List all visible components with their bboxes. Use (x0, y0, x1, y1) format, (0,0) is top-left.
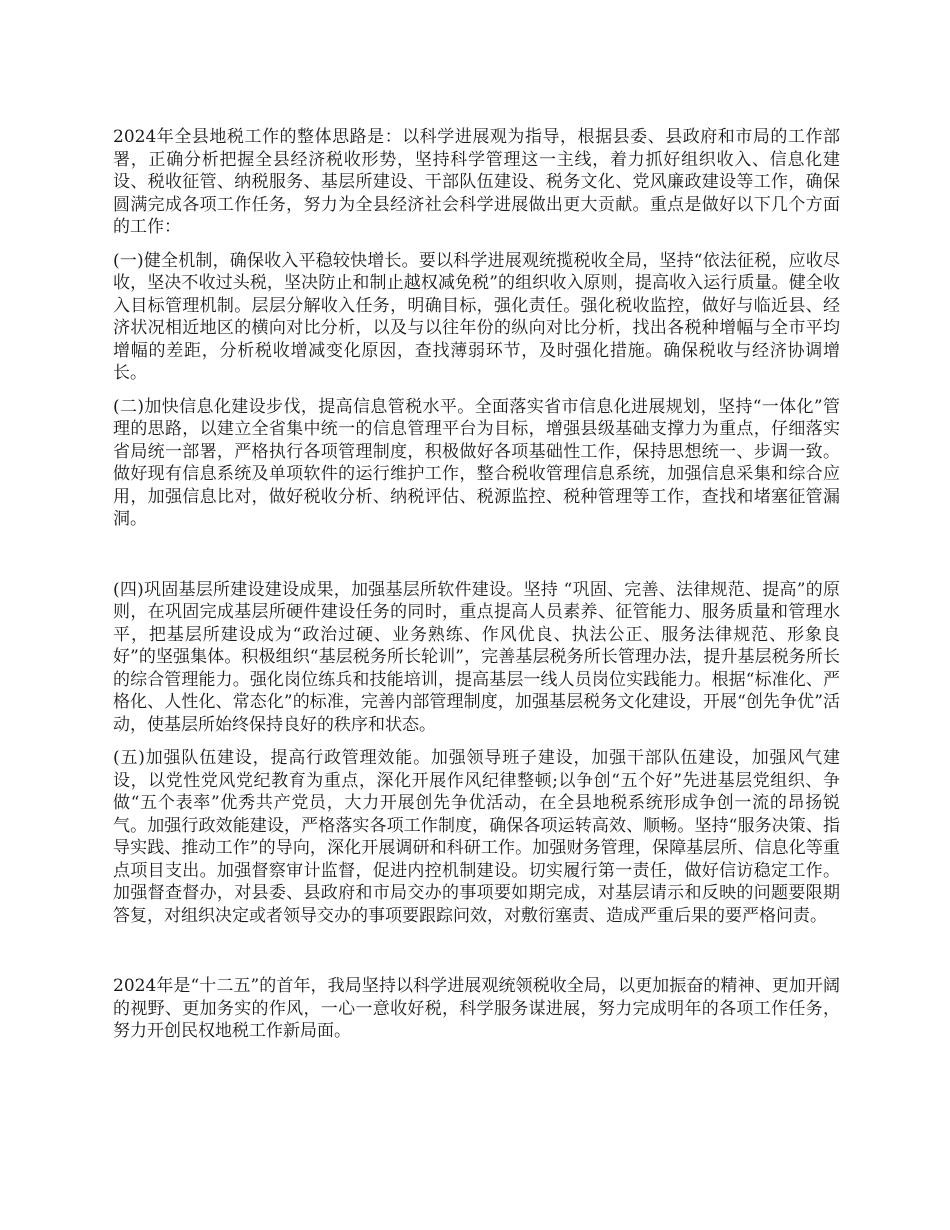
section-five-paragraph: (五)加强队伍建设，提高行政管理效能。加强领导班子建设，加强干部队伍建设，加强风气建设，以党性党风党纪教育为重点，深化开展作风纪律整顿;以争创“五个好”先进基层党组织、争做“五个表率”优秀共产党员，大力开展创先争优活动，在全县地税系统形成争创一流的昂扬锐气。加强行政效能建设，严格落实各项工作制度，确保各项运转高效、顺畅。坚持“服务决策、指导实践、推动工作”的导向，深化开展调研和科研工作。加强财务管理，保障基层所、信息化等重点项目支出。加强督察审计监督，促进内控机制建设。切实履行第一责任，做好信访稳定工作。加强督查督办，对县委、县政府和市局交办的事项要如期完成，对基层请示和反映的问题要限期答复，对组织决定或者领导交办的事项要跟踪问效，对敷衍塞责、造成严重后果的要严格问责。 (113, 748, 840, 926)
closing-paragraph: 2024年是“十二五”的首年，我局坚持以科学进展观统领税收全局，以更加振奋的精神、更加开阔的视野、更加务实的作风，一心一意收好税，科学服务谋进展，努力完成明年的各项工作任务，努力开创民权地税工作新局面。 (113, 976, 840, 1041)
paragraph-gap (113, 736, 840, 747)
intro-paragraph: 2024年全县地税工作的整体思路是：以科学进展观为指导，根据县委、县政府和市局的工作部署，正确分析把握全县经济税收形势，坚持科学管理这一主线，着力抓好组织收入、信息化建设、税收征管、纳税服务、基层所建设、干部队伍建设、税务文化、党风廉政建设等工作，确保圆满完成各项工作任务，努力为全县经济社会科学进展做出更大贡献。重点是做好以下几个方面的工作： (113, 127, 840, 237)
paragraph-gap (113, 385, 840, 396)
section-four-paragraph: (四)巩固基层所建设建设成果，加强基层所软件建设。坚持 “巩固、完善、法律规范、提高”的原则，在巩固完成基层所硬件建设任务的同时，重点提高人员素养、征管能力、服务质量和管理水平，把基层所建设成为“政治过硬、业务熟练、作风优良、执法公正、服务法律规范、形象良好”的坚强集体。积极组织“基层税务所长轮训”，完善基层税务所长管理办法，提升基层税务所长的综合管理能力。强化岗位练兵和技能培训，提高基层一线人员岗位实践能力。根据“标准化、严格化、人性化、常态化”的标准，完善内部管理制度，加强基层税务文化建设，开展“创先争优”活动，使基层所始终保持良好的秩序和状态。 (113, 579, 840, 735)
paragraph-gap (113, 239, 840, 250)
section-two-paragraph: (二)加快信息化建设步伐，提高信息管税水平。全面落实省市信息化进展规划，坚持“一体化”管理的思路，以建立全省集中统一的信息管理平台为目标，增强县级基础支撑力为重点，仔细落实省局统一部署，严格执行各项管理制度，积极做好各项基础性工作，保持思想统一、步调一致。做好现有信息系统及单项软件的运行维护工作，整合税收管理信息系统，加强信息采集和综合应用，加强信息比对，做好税收分析、纳税评估、税源监控、税种管理等工作，查找和堵塞征管漏洞。 (113, 396, 840, 529)
section-one-paragraph: (一)健全机制，确保收入平稳较快增长。要以科学进展观统揽税收全局，坚持“依法征税，应收尽收，坚决不收过头税，坚决防止和制止越权减免税”的组织收入原则，提高收入运行质量。健全收入目标管理机制。层层分解收入任务，明确目标，强化责任。强化税收监控，做好与临近县、经济状况相近地区的横向对比分析，以及与以往年份的纵向对比分析，找出各税种增幅与全市平均增幅的差距，分析税收增减变化原因，查找薄弱环节，及时强化措施。确保税收与经济协调增长。 (113, 250, 840, 383)
paragraph-gap (113, 927, 840, 975)
paragraph-gap (113, 531, 840, 579)
document-body (113, 126, 840, 1043)
